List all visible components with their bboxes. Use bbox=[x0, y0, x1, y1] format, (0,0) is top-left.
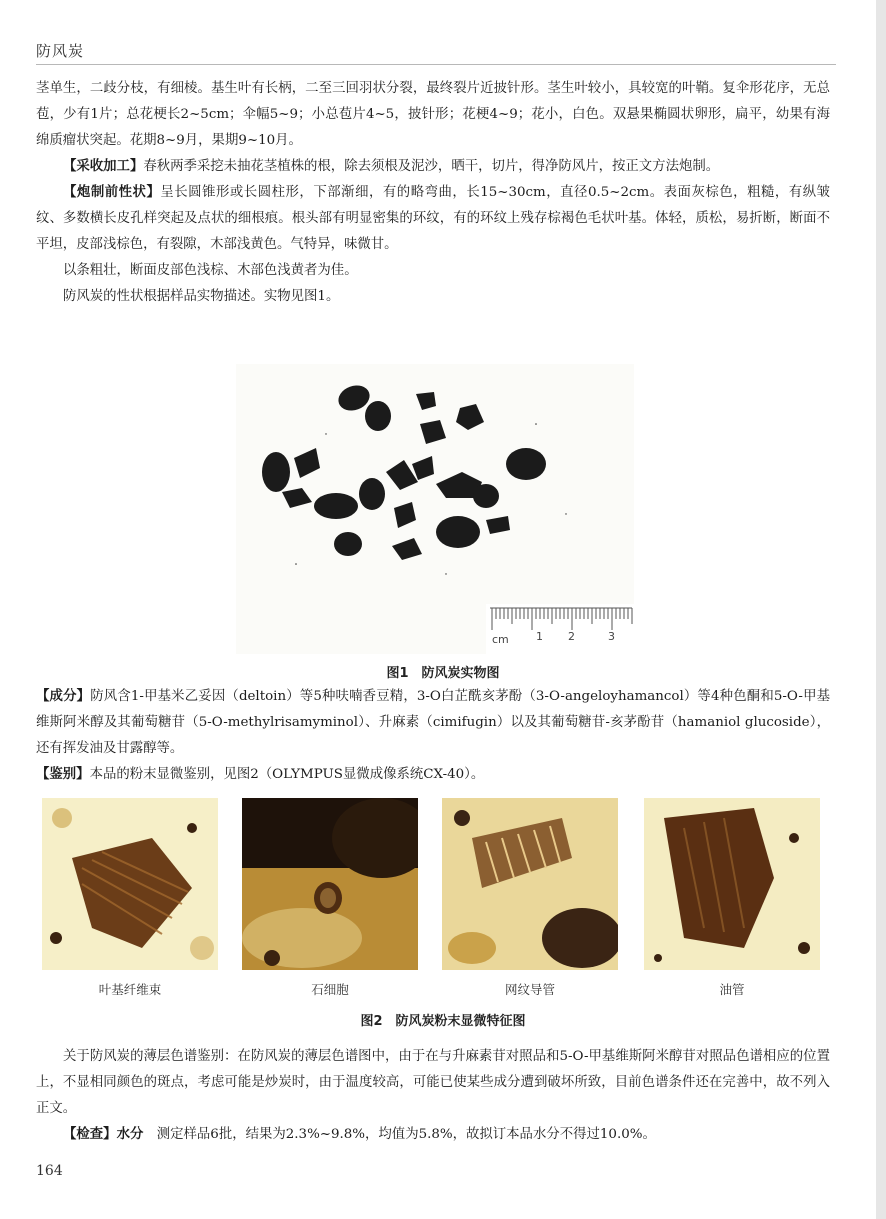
harvest-text: 春秋两季采挖未抽花茎植株的根，除去须根及泥沙，晒干，切片，得净防风片，按正文方法炮制。 bbox=[143, 159, 720, 174]
upper-text bbox=[36, 76, 830, 310]
ruler-unit: cm bbox=[492, 633, 509, 646]
micrograph-stone-cell bbox=[242, 798, 418, 970]
identification-paragraph bbox=[36, 762, 830, 788]
inspection-label: 【检查】 bbox=[63, 1127, 117, 1142]
tlc-paragraph: 关于防风炭的薄层色谱鉴别：在防风炭的薄层色谱图中，由于在与升麻素苷对照品和5-O-甲基维斯阿米醇苷对照品色谱相应的位置上，不显相同颜色的斑点，考虑可能是炒炭时，由于温度较高，可能已使某些成分遭到破坏所致，目前色谱条件还在完善中，故不列入正文。 bbox=[36, 1049, 830, 1116]
figure-1-caption: 图1 防风炭实物图 bbox=[386, 666, 500, 681]
pre-processing-label: 【炮制前性状】 bbox=[63, 185, 161, 200]
micrograph-label-stone-cell: 石细胞 bbox=[311, 982, 349, 997]
page-edge-shadow bbox=[876, 0, 886, 1219]
botanical-paragraph: 茎单生，二歧分枝，有细棱。基生叶有长柄，二至三回羽状分裂，最终裂片近披针形。茎生叶较小，具较宽的叶鞘。复伞形花序，无总苞，少有1片；总花梗长2~5cm；伞幅5~9；小总苞片4~5，披针形；花梗4~9；花小，白色。双悬果椭圆状卵形，扁平，幼果有海绵质瘤状突起。花期8~9月，果期9~10月。 bbox=[36, 81, 830, 148]
ruler-tick-3: 3 bbox=[608, 630, 615, 643]
pre-processing-paragraph bbox=[36, 180, 830, 258]
lower-text bbox=[36, 1044, 830, 1148]
micrograph-reticulate-vessel bbox=[442, 798, 618, 970]
inspection-text: 测定样品6批，结果为2.3%~9.8%，均值为5.8%，故拟订本品水分不得过10.0%。 bbox=[156, 1127, 656, 1142]
figure-2-caption: 图2 防风炭粉末显微特征图 bbox=[360, 1014, 526, 1029]
micrograph-label-fiber-bundle: 叶基纤维束 bbox=[98, 982, 162, 997]
middle-text bbox=[36, 684, 830, 788]
composition-label: 【成分】 bbox=[36, 689, 91, 704]
identification-text: 本品的粉末显微鉴别，见图2（OLYMPUS显微成像系统CX-40）。 bbox=[89, 767, 485, 782]
figure-1-photo bbox=[236, 364, 634, 654]
scale-ruler bbox=[486, 604, 634, 654]
composition-paragraph bbox=[36, 684, 830, 762]
ruler-tick-2: 2 bbox=[568, 630, 575, 643]
pre-processing-text: 呈长圆锥形或长圆柱形，下部渐细，有的略弯曲，长15~30cm，直径0.5~2cm。表面灰棕色，粗糙，有纵皱纹、多数横长皮孔样突起及点状的细根痕。根头部有明显密集的环纹，有的环纹上残存棕褐色毛状叶基。体轻，质松，易折断，断面不平坦，皮部浅棕色，有裂隙，木部浅黄色。气特异，味微甘。 bbox=[36, 185, 830, 252]
description-note: 防风炭的性状根据样品实物描述。实物见图1。 bbox=[63, 289, 340, 304]
inspection-sublabel: 水分 bbox=[116, 1127, 144, 1142]
identification-label: 【鉴别】 bbox=[36, 767, 90, 782]
micrograph-fiber-bundle bbox=[42, 798, 218, 970]
micrograph-label-oil-duct: 油管 bbox=[719, 982, 745, 997]
micrograph-oil-duct bbox=[644, 798, 820, 970]
harvest-paragraph bbox=[36, 154, 830, 180]
ruler-tick-1: 1 bbox=[536, 630, 543, 643]
inspection-paragraph bbox=[36, 1122, 830, 1148]
quality-note: 以条粗壮，断面皮部色浅棕、木部色浅黄者为佳。 bbox=[63, 263, 358, 278]
micrograph-label-reticulate-vessel: 网纹导管 bbox=[504, 982, 555, 997]
running-head: 防风炭 bbox=[36, 42, 85, 60]
harvest-label: 【采收加工】 bbox=[63, 159, 144, 174]
composition-text: 防风含1-甲基米乙妥因（deltoin）等5种呋喃香豆精，3-O白芷酰亥茅酚（3-O-angeloyhamancol）等4种色酮和5-O-甲基维斯阿米醇及其葡萄糖苷（5-O-methylrisamyminol）、升麻素（cimifugin）以及其葡萄糖苷-亥茅酚苷（hamaniol glucoside），还有挥发油及甘露醇等。 bbox=[36, 689, 831, 756]
page-number: 164 bbox=[36, 1163, 63, 1179]
header-rule bbox=[36, 64, 836, 65]
